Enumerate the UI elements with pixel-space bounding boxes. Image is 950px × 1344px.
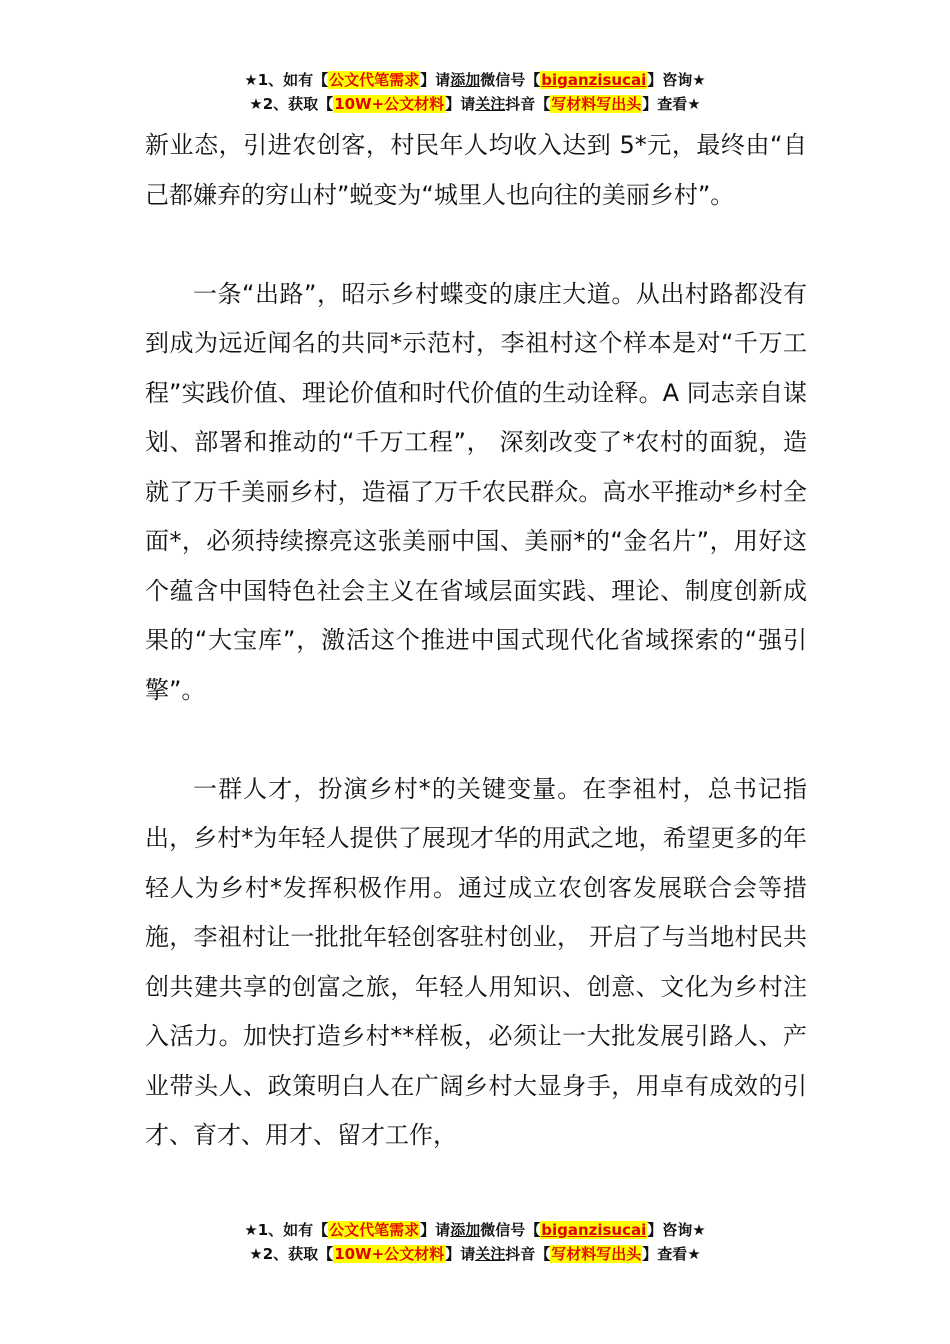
promo-text: 】请: [420, 71, 451, 89]
paragraph-talent: 一群人才，扮演乡村*的关键变量。在李祖村，总书记指出，乡村*为年轻人提供了展现才华的用武之地，希望更多的年轻人为乡村*发挥积极作用。通过成立农创客发展联合会等措施，李祖村让一批批年轻创客驻村创业， 开启了与当地村民共创共建共享的创富之旅，年轻人用知识、创意、文化为乡村注入活力。加快打造乡村**样板，必须让一大批发展引路人、产业带头人、政策明白人在广阔乡村大显身手，用卓有成效的引才、育才、用才、留才工作，: [145, 774, 807, 1149]
promo-highlight-service: 公文代笔需求: [329, 1221, 420, 1239]
promo-text: 】请: [420, 1221, 451, 1239]
promo-line-2: [0, 92, 950, 116]
promo-text: 微信号【: [480, 71, 541, 89]
promo-emphasis: 关注: [475, 95, 506, 113]
promo-line-1: [0, 68, 950, 92]
promo-emphasis: 关注: [475, 1245, 506, 1263]
promo-wechat-id-link[interactable]: biganzisucai: [541, 1221, 647, 1239]
promo-highlight-service: 公文代笔需求: [329, 71, 420, 89]
paragraph-road: 一条“出路”，昭示乡村蝶变的康庄大道。从出村路都没有到成为远近闻名的共同*示范村，李祖村这个样本是对“千万工程”实践价值、理论价值和时代价值的生动诠释。A 同志亲自谋划、部署和推动的“千万工程”， 深刻改变了*农村的面貌，造就了万千美丽乡村，造福了万千农民群众。高水平推动*乡村全面*，必须持续擦亮这张美丽中国、美丽*的“金名片”，用好这个蕴含中国特色社会主义在省域层面实践、理论、制度创新成果的“大宝库”，激活这个推进中国式现代化省域探索的“强引擎”。: [145, 279, 807, 704]
document-body: [145, 121, 807, 1161]
promo-text: 】咨询★: [647, 1221, 706, 1239]
promo-emphasis: 添加: [450, 1221, 481, 1239]
promo-banner-top: [0, 68, 950, 116]
paragraph-continuation: 新业态，引进农创客，村民年人均收入达到 5*元，最终由“自己都嫌弃的穷山村”蜕变为“城里人也向往的美丽乡村”。: [145, 131, 807, 209]
promo-text: ★1、如有【: [244, 1221, 329, 1239]
promo-text: 抖音【: [505, 1245, 551, 1263]
promo-text: ★2、获取【: [249, 95, 334, 113]
promo-banner-bottom: [0, 1218, 950, 1266]
promo-highlight-douyin: 写材料写出头: [551, 1245, 642, 1263]
promo-text: ★1、如有【: [244, 71, 329, 89]
promo-line-2: [0, 1242, 950, 1266]
promo-text: 】查看★: [642, 1245, 701, 1263]
promo-text: 】查看★: [642, 95, 701, 113]
promo-text: 】请: [445, 1245, 476, 1263]
promo-emphasis: 添加: [450, 71, 481, 89]
promo-highlight-materials: 10W+公文材料: [334, 1245, 445, 1263]
promo-text: 】咨询★: [647, 71, 706, 89]
promo-wechat-id-link[interactable]: biganzisucai: [541, 71, 647, 89]
promo-text: 】请: [445, 95, 476, 113]
promo-text: 抖音【: [505, 95, 551, 113]
promo-text: 微信号【: [480, 1221, 541, 1239]
promo-highlight-materials: 10W+公文材料: [334, 95, 445, 113]
promo-line-1: [0, 1218, 950, 1242]
promo-text: ★2、获取【: [249, 1245, 334, 1263]
promo-highlight-douyin: 写材料写出头: [551, 95, 642, 113]
